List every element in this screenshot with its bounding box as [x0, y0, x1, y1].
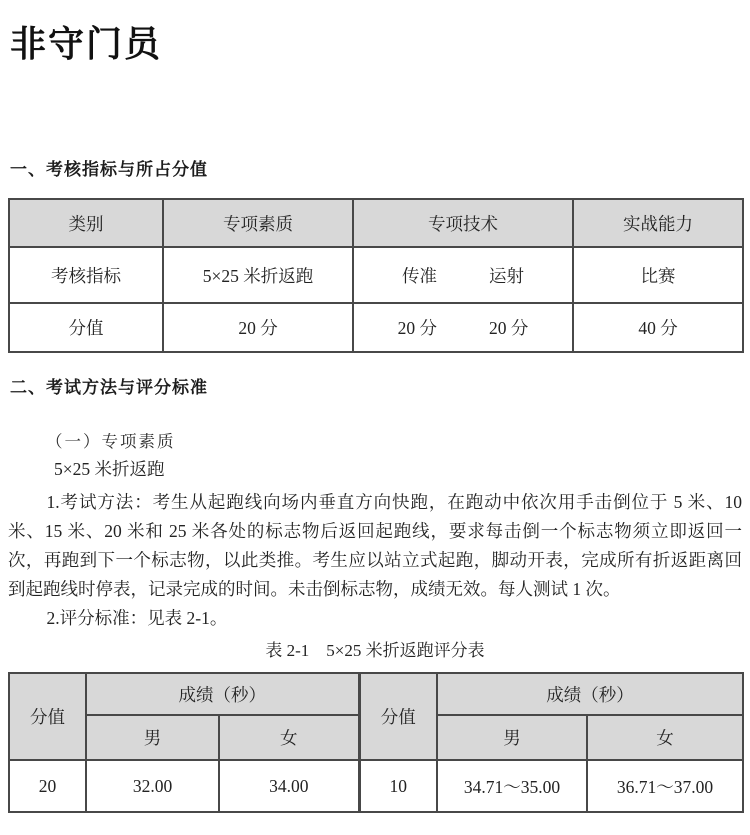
table-row: [9, 247, 743, 303]
table1-indicator-quality: 5×25 米折返跑: [163, 247, 353, 303]
table1-score-tech-shoot: 20 分: [489, 318, 529, 338]
table2-right-result-header: 成绩（秒）: [437, 673, 743, 715]
table1-indicator-practical: 比赛: [573, 247, 743, 303]
table2-left-female-header: 女: [219, 715, 359, 760]
table2-right-score-header: 分值: [359, 673, 437, 760]
table-row: [9, 199, 743, 247]
table1-indicator-tech-pass: 传准: [402, 265, 437, 286]
table2-male-right-value: 34.71～35.00: [437, 760, 587, 812]
method-paragraph: 1.考试方法：考生从起跑线向场内垂直方向快跑，在跑动中依次用手击倒位于 5 米、10 米、15 米、20 米和 25 米各处的标志物后返回起跑线，要求每击倒一个标志物须立即返回一次，再跑到下一个标志物，以此类推。考生应以站立式起跑，脚动开表，完成所有折返距离回到起跑线时停表，记录完成的时间。未击倒标志物，成绩无效。每人测试 1 次。: [8, 492, 742, 599]
table1-score-tech-pass: 20 分: [397, 318, 437, 338]
table2-left-result-header: 成绩（秒）: [86, 673, 359, 715]
table2-left-score-header: 分值: [9, 673, 86, 760]
shuttle-run-scoring-table: [8, 672, 744, 813]
table-row: [9, 673, 743, 715]
table1-indicator-technique: [353, 247, 573, 303]
subsection-heading: （一）专项素质: [46, 432, 176, 451]
table2-right-female-header: 女: [587, 715, 743, 760]
table1-score-practical: 40 分: [573, 303, 743, 352]
table-row: [9, 303, 743, 352]
scoring-standard-line: 2.评分标准：见表 2-1。: [46, 608, 228, 628]
table1-score-label: 分值: [9, 303, 163, 352]
table1-indicator-label: 考核指标: [9, 247, 163, 303]
table1-header-category: 类别: [9, 199, 163, 247]
table2-left-male-header: 男: [86, 715, 219, 760]
test-item-title: 5×25 米折返跑: [54, 459, 165, 479]
table1-header-quality: 专项素质: [163, 199, 353, 247]
table2-score-left-value: 20: [9, 760, 86, 812]
table-row: [9, 760, 743, 812]
table1-header-practical: 实战能力: [573, 199, 743, 247]
table1-score-quality: 20 分: [163, 303, 353, 352]
table1-score-technique: [353, 303, 573, 352]
table1-header-technique: 专项技术: [353, 199, 573, 247]
score-allocation-table: [8, 198, 744, 353]
table2-score-right-value: 10: [359, 760, 437, 812]
page-title: 非守门员: [10, 23, 163, 64]
table2-male-left-value: 32.00: [86, 760, 219, 812]
table2-caption: 表 2-1 5×25 米折返跑评分表: [265, 641, 485, 660]
table1-indicator-tech-shoot: 运射: [489, 265, 524, 286]
table2-female-left-value: 34.00: [219, 760, 359, 812]
table2-right-male-header: 男: [437, 715, 587, 760]
section-2-heading: 二、考试方法与评分标准: [10, 378, 208, 397]
section-1-heading: 一、考核指标与所占分值: [10, 160, 208, 179]
table2-female-right-value: 36.71～37.00: [587, 760, 743, 812]
